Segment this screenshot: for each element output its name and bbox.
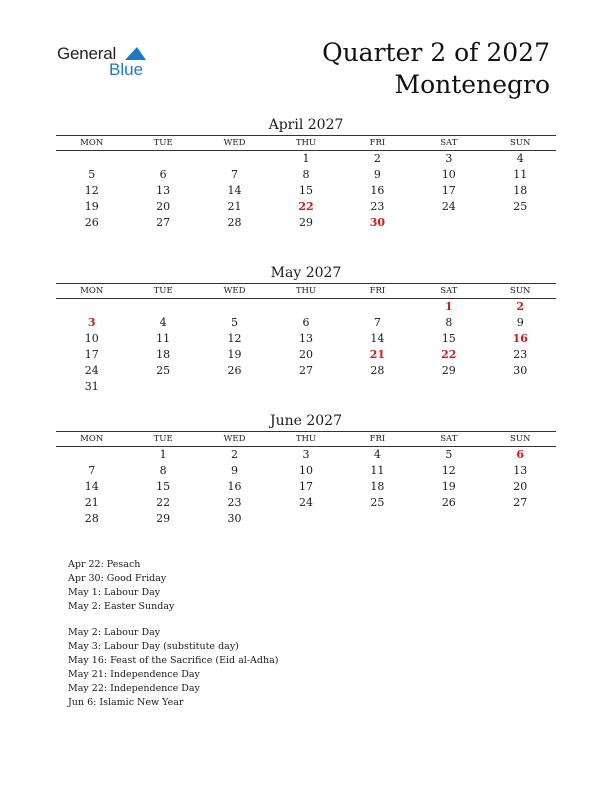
week-row [56,495,556,511]
day-cell: 6 [302,316,310,329]
day-cell [199,379,270,395]
holiday-day-cell: 16 [512,332,528,345]
month-name: April 2027 [268,117,344,133]
day-cell [127,299,198,315]
day-cell: 15 [441,332,456,345]
weekday-label: SUN [510,138,531,148]
day-cell: 17 [441,184,456,197]
weekday-label: FRI [369,286,386,296]
day-cell: 20 [298,348,313,361]
holiday-note: Apr 22: Pesach [68,559,141,570]
day-cell: 18 [370,480,385,493]
day-cell [56,447,127,463]
day-cell: 19 [441,480,456,493]
day-cell: 27 [298,364,313,377]
day-cell: 1 [159,448,167,461]
week-row [56,363,556,379]
day-cell: 19 [227,348,242,361]
page-title-country: Montenegro [394,70,550,99]
week-row [56,167,556,183]
day-cell: 3 [445,152,453,165]
day-cell: 8 [445,316,453,329]
holiday-note: May 2: Easter Sunday [68,601,175,612]
day-cell: 12 [227,332,242,345]
day-cell: 20 [513,480,528,493]
weekday-label: FRI [369,138,386,148]
month-june [56,412,556,527]
week-row [56,347,556,363]
day-cell [199,299,270,315]
day-cell: 13 [156,184,171,197]
day-cell [485,379,556,395]
weekday-label: FRI [369,434,386,444]
day-cell: 26 [84,216,99,229]
weekday-label: SUN [510,434,531,444]
day-cell: 7 [231,168,239,181]
day-cell: 5 [231,316,239,329]
day-cell [270,299,341,315]
day-cell [413,511,484,527]
week-row [56,447,556,463]
day-cell: 8 [159,464,167,477]
day-cell: 13 [513,464,528,477]
weekday-label: SAT [440,286,458,296]
day-cell: 25 [156,364,171,377]
day-cell: 5 [445,448,453,461]
weekday-label: MON [80,138,104,148]
day-cell: 30 [513,364,528,377]
holiday-day-cell: 22 [441,348,457,361]
day-cell: 17 [84,348,99,361]
day-cell [342,299,413,315]
day-cell: 4 [159,316,167,329]
day-cell: 29 [298,216,313,229]
weekday-label: TUE [153,286,173,296]
holiday-day-cell: 6 [516,448,525,461]
day-cell [342,379,413,395]
day-cell [342,511,413,527]
day-cell: 23 [513,348,528,361]
day-cell: 27 [156,216,171,229]
day-cell: 4 [516,152,524,165]
holiday-day-cell: 21 [369,348,386,361]
page-title-quarter: Quarter 2 of 2027 [322,38,550,67]
day-cell [270,379,341,395]
week-row [56,299,556,315]
day-cell: 26 [441,496,456,509]
holiday-note: May 22: Independence Day [68,683,200,694]
weekday-label: SAT [440,434,458,444]
day-cell [485,511,556,527]
weekday-label: THU [295,138,317,148]
day-cell: 28 [227,216,242,229]
holiday-note: May 21: Independence Day [68,669,200,680]
day-cell [127,379,198,395]
holiday-day-cell: 2 [516,300,525,313]
day-cell [56,299,127,315]
day-cell: 9 [516,316,524,329]
weekday-label: WED [223,286,246,296]
day-cell: 16 [227,480,242,493]
day-cell: 15 [156,480,171,493]
day-cell: 12 [441,464,456,477]
holiday-day-cell: 22 [298,200,314,213]
day-cell [56,151,127,167]
day-cell: 15 [298,184,313,197]
day-cell [199,151,270,167]
day-cell: 3 [302,448,310,461]
day-cell [127,151,198,167]
weekday-label: WED [223,434,246,444]
month-name: June 2027 [269,413,342,429]
week-row [56,183,556,199]
holiday-day-cell: 3 [87,316,96,329]
day-cell [413,215,484,231]
holiday-day-cell: 1 [444,300,453,313]
holiday-note: Jun 6: Islamic New Year [68,697,184,708]
day-cell: 14 [227,184,242,197]
day-cell: 13 [298,332,313,345]
day-cell: 19 [84,200,99,213]
holiday-notes-primary [68,558,174,614]
weekday-label: TUE [153,138,173,148]
day-cell: 11 [370,464,385,477]
day-cell: 8 [302,168,310,181]
day-cell: 25 [370,496,385,509]
holiday-note: May 2: Labour Day [68,627,161,638]
week-row [56,315,556,331]
day-cell: 6 [159,168,167,181]
day-cell: 24 [84,364,99,377]
day-cell: 24 [441,200,456,213]
day-cell: 14 [84,480,99,493]
day-cell: 16 [370,184,385,197]
holiday-note: Apr 30: Good Friday [68,573,167,584]
weekday-label: MON [80,434,104,444]
weekday-header-row [56,284,556,299]
day-cell: 18 [156,348,171,361]
day-cell: 10 [298,464,313,477]
day-cell: 29 [156,512,171,525]
month-name: May 2027 [270,265,342,281]
day-cell: 17 [298,480,313,493]
day-cell: 1 [302,152,310,165]
day-cell: 9 [231,464,239,477]
month-may [56,264,556,395]
day-cell: 2 [373,152,381,165]
month-april [56,116,556,231]
day-cell: 7 [373,316,381,329]
week-row [56,199,556,215]
day-cell: 10 [441,168,456,181]
week-row [56,151,556,167]
logo-word-general: General [57,44,117,63]
day-cell: 5 [88,168,96,181]
day-cell: 29 [441,364,456,377]
day-cell [270,511,341,527]
weekday-label: THU [295,286,317,296]
week-row [56,379,556,395]
day-cell: 23 [227,496,242,509]
logo-word-blue: Blue [109,60,144,79]
day-cell: 31 [84,380,99,393]
week-row [56,331,556,347]
day-cell: 11 [513,168,528,181]
logo-triangle-icon [125,47,147,61]
day-cell [413,379,484,395]
day-cell: 22 [156,496,171,509]
day-cell: 14 [370,332,385,345]
weekday-header-row [56,136,556,151]
day-cell: 30 [227,512,242,525]
holiday-note: May 16: Feast of the Sacrifice (Eid al-Adha) [68,655,279,666]
day-cell: 18 [513,184,528,197]
day-cell: 7 [88,464,96,477]
weekday-label: SAT [440,138,458,148]
day-cell [485,215,556,231]
week-row [56,215,556,231]
day-cell: 9 [373,168,381,181]
day-cell: 2 [231,448,239,461]
day-cell: 21 [227,200,242,213]
weekday-label: WED [223,138,246,148]
day-cell: 24 [298,496,313,509]
day-cell: 21 [84,496,99,509]
day-cell: 23 [370,200,385,213]
weekday-label: MON [80,286,104,296]
week-row [56,479,556,495]
holiday-note: May 1: Labour Day [68,587,161,598]
day-cell: 20 [156,200,171,213]
day-cell: 4 [373,448,381,461]
day-cell: 10 [84,332,99,345]
weekday-header-row [56,432,556,447]
day-cell: 11 [156,332,171,345]
holiday-day-cell: 30 [369,216,386,229]
weekday-label: SUN [510,286,531,296]
week-row [56,463,556,479]
day-cell: 25 [513,200,528,213]
day-cell: 28 [370,364,385,377]
holiday-note: May 3: Labour Day (substitute day) [68,641,239,652]
day-cell: 27 [513,496,528,509]
day-cell: 12 [84,184,99,197]
holiday-notes-secondary [68,626,278,710]
week-row [56,511,556,527]
generalblue-logo [57,44,157,80]
weekday-label: TUE [153,434,173,444]
day-cell: 28 [84,512,99,525]
day-cell: 26 [227,364,242,377]
weekday-label: THU [295,434,317,444]
